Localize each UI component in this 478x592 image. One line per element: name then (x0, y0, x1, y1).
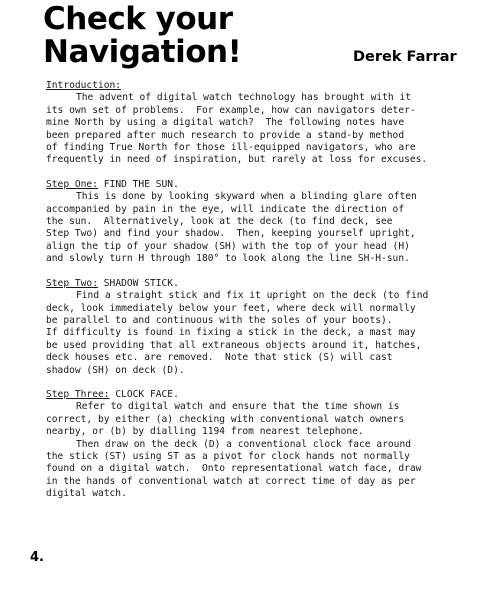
text-line: of finding True North for those ill-equipped navigators, who are (46, 142, 416, 154)
text-line: accompanied by pain in the eye, will indicate the direction of (46, 203, 405, 215)
text-line: in the hands of conventional watch at correct time of day as per (46, 475, 416, 487)
heading-label: Introduction: (46, 80, 122, 91)
text-line: nearby, or (b) by dialling 1194 from nearest telephone. (46, 426, 364, 438)
text-line: mine North by using a digital watch? The following notes have (46, 117, 405, 129)
section-step-two (46, 278, 466, 377)
text-line: correct, by either (a) checking with conventional watch owners (46, 413, 405, 425)
heading-label: Step Two: (46, 277, 98, 289)
article-body (46, 80, 466, 513)
text-line: the stick (ST) using ST as a pivot for clock hands not normally (46, 450, 410, 462)
heading-subtitle: SHADOW STICK. (103, 277, 179, 289)
text-line: align the tip of your shadow (SH) with the top of your head (H) (46, 240, 410, 252)
title-line-2: Navigation! (43, 34, 242, 70)
section-heading (46, 389, 466, 401)
heading-label: Step One: (46, 178, 98, 190)
text-line: shadow (SH) on deck (D). (46, 364, 185, 376)
text-line: its own set of problems. For example, how can navigators deter- (46, 104, 416, 116)
section-introduction (46, 80, 466, 167)
section-step-one (46, 179, 466, 266)
text-line: the sun. Alternatively, look at the deck (to find deck, see (46, 216, 393, 228)
heading-label: Step Three: (46, 388, 110, 400)
text-line: The advent of digital watch technology has brought with it (76, 92, 412, 104)
text-line: If difficulty is found in fixing a stick in the deck, a mast may (46, 327, 416, 339)
text-line: deck, look immediately below your feet, where deck will normally (46, 302, 416, 314)
text-line: found on a digital watch. Onto representational watch face, draw (46, 463, 422, 475)
article-title (43, 3, 241, 69)
section-heading (46, 278, 466, 290)
text-line: be parallel to and continuous with the soles of your boots). (46, 314, 393, 326)
text-line: frequently in need of inspiration, but rarely at loss for excuses. (46, 154, 428, 166)
heading-subtitle: CLOCK FACE. (115, 388, 179, 400)
text-line: digital watch. (46, 488, 127, 500)
author-name: Derek Farrar (353, 49, 457, 65)
text-line: and slowly turn H through 180° to look along the line SH-H-sun. (46, 253, 410, 265)
text-line: Refer to digital watch and ensure that the time shown is (76, 401, 400, 413)
text-line: be used providing that all extraneous objects around it, hatches, (46, 339, 422, 351)
page-number: 4. (30, 550, 44, 565)
title-line-1: Check your (43, 1, 233, 37)
section-step-three (46, 389, 466, 501)
section-heading (46, 80, 466, 92)
text-line: deck houses etc. are removed. Note that stick (S) will cast (46, 352, 393, 364)
text-line: Step Two) and find your shadow. Then, keeping yourself upright, (46, 228, 416, 240)
text-line: This is done by looking skyward when a blinding glare often (76, 191, 417, 203)
section-heading (46, 179, 466, 191)
text-line: Then draw on the deck (D) a conventional clock face around (76, 438, 412, 450)
heading-subtitle: FIND THE SUN. (103, 178, 179, 190)
text-line: Find a straight stick and fix it upright on the deck (to find (76, 290, 429, 302)
text-line: been prepared after much research to provide a stand-by method (46, 129, 405, 141)
